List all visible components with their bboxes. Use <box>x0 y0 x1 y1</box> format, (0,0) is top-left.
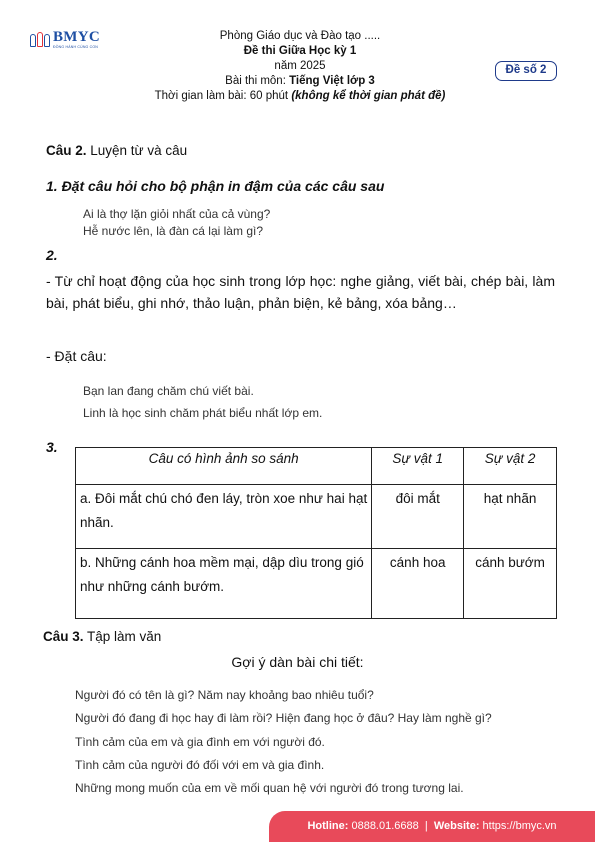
table-cell-sentence: b. Những cánh hoa mềm mại, dập dìu trong gió như những cánh bướm. <box>76 549 372 619</box>
exam-header <box>100 29 500 104</box>
header-department: Phòng Giáo dục và Đào tạo ..... <box>219 30 381 42</box>
exam-number-badge: Đề số 2 <box>495 61 557 81</box>
table-header-cell: Câu có hình ảnh so sánh <box>76 448 372 485</box>
header-time-line <box>100 89 500 104</box>
q2-label: Câu 2. <box>46 143 87 158</box>
table-header-cell: Sự vật 2 <box>464 448 557 485</box>
table-row <box>76 485 557 549</box>
table-row <box>76 549 557 619</box>
table-cell-object2: cánh bướm <box>464 549 557 619</box>
q2-part1-heading: 1. Đặt câu hỏi cho bộ phận in đậm của các câu sau <box>46 178 385 194</box>
subject-name: Tiếng Việt lớp 3 <box>289 75 375 87</box>
comparison-table <box>75 447 557 619</box>
q3-subtitle: Gợi ý dàn bài chi tiết: <box>231 654 364 670</box>
q3-outline-item: Tình cảm của em và gia đình em với người đó. <box>75 735 325 749</box>
hotline-label: Hotline: <box>307 820 349 832</box>
q2-part1-answer-1: Ai là thợ lặn giỏi nhất của cả vùng? <box>83 207 271 221</box>
time-note: (không kể thời gian phát đề) <box>291 90 446 102</box>
table-cell-object1: cánh hoa <box>372 549 464 619</box>
q3-title <box>43 629 161 644</box>
q2-part2-dat-cau: - Đặt câu: <box>46 348 107 364</box>
q3-outline-item: Người đó có tên là gì? Năm nay khoảng bao nhiêu tuổi? <box>75 688 374 702</box>
logo-name: BMYC <box>53 29 101 45</box>
brand-logo <box>30 30 100 50</box>
logo-tagline: ĐỒNG HÀNH CÙNG CON <box>53 45 99 49</box>
contact-footer <box>269 811 595 842</box>
table-cell-object2: hạt nhãn <box>464 485 557 549</box>
q3-outline-item: Những mong muốn của em về mối quan hệ với người đó trong tương lai. <box>75 781 464 795</box>
website-link[interactable]: https://bmyc.vn <box>479 820 557 832</box>
family-icon <box>30 32 50 47</box>
website-label: Website: <box>433 820 480 832</box>
q2-part2-answer-2: Linh là học sinh chăm phát biểu nhất lớp em. <box>83 406 323 420</box>
q2-part2-heading: 2. <box>46 247 58 263</box>
table-cell-sentence: a. Đôi mắt chú chó đen láy, tròn xoe như hai hạt nhãn. <box>76 485 372 549</box>
hotline-number[interactable]: 0888.01.6688 <box>348 820 419 832</box>
q2-title-text: Luyện từ và câu <box>86 143 188 158</box>
time-prefix: Thời gian làm bài: 60 phút <box>154 90 292 102</box>
table-cell-object1: đôi mắt <box>372 485 464 549</box>
q2-part3-heading: 3. <box>46 439 58 455</box>
q3-label: Câu 3. <box>43 629 84 644</box>
q2-part1-answer-2: Hễ nước lên, là đàn cá lại làm gì? <box>83 224 263 238</box>
subject-prefix: Bài thi môn: <box>225 75 290 87</box>
q3-outline-item: Người đó đang đi học hay đi làm rồi? Hiện đang học ở đâu? Hay làm nghề gì? <box>75 711 492 725</box>
q2-part2-text: - Từ chỉ hoạt động của học sinh trong lớp học: nghe giảng, viết bài, chép bài, làm bài, phát biểu, ghi nhớ, thảo luận, phản biện, kẻ bảng, xóa bảng… <box>46 273 555 311</box>
table-header-row <box>76 448 557 485</box>
header-exam-title: Đề thi Giữa Học kỳ 1 <box>243 45 357 57</box>
header-year: năm 2025 <box>274 60 326 72</box>
q3-outline-item: Tình cảm của người đó đối với em và gia đình. <box>75 758 325 772</box>
q2-title <box>46 143 187 158</box>
footer-separator: | <box>418 820 434 832</box>
q2-part2-answer-1: Bạn lan đang chăm chú viết bài. <box>83 384 254 398</box>
table-header-cell: Sự vật 1 <box>372 448 464 485</box>
q3-title-text: Tập làm văn <box>83 629 162 644</box>
header-subject-line <box>100 74 500 89</box>
